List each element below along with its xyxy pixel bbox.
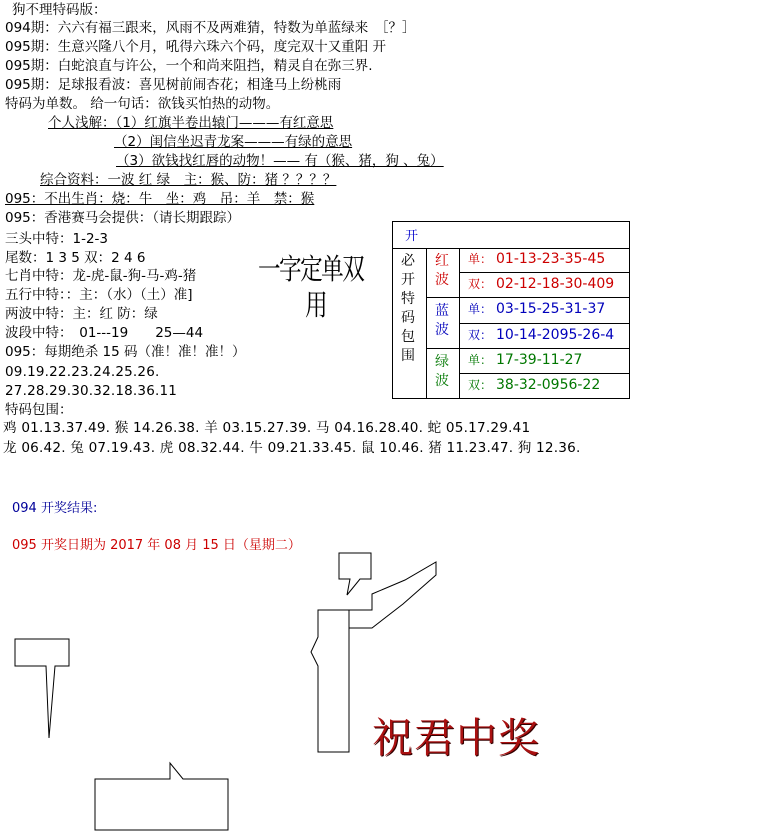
line-interpret-3: （3）欲钱找红唇的动物！—— 有（猴、猪，狗 、兔） — [116, 153, 444, 169]
line-numbers-2: 27.28.29.30.32.18.36.11 — [5, 383, 178, 399]
line-094: 094期：六六有福三跟来，风雨不及两难猜，特数为单蓝绿来 ［？］ — [5, 20, 416, 36]
line-summary: 综合资料：一波 红 绿 主：猴、防：猪 ？？？？ — [40, 172, 337, 188]
line-two-waves: 两波中特：主：红 防：绿 — [5, 306, 158, 322]
row-blue-even-label: 双： — [468, 328, 493, 342]
line-five-elements: 五行中特：：主：（水）（土）准] — [5, 287, 193, 303]
line-wave-range: 波段中特： 01---19 25—44 — [5, 325, 204, 341]
header-title: 狗不理特码版： — [12, 2, 107, 18]
row-green-even-label: 双： — [468, 378, 493, 392]
line-three-heads: 三头中特：1-2-3 — [5, 231, 109, 247]
row-blue-odd-label: 单： — [468, 302, 493, 316]
line-seven-zodiac: 七肖中特：龙-虎-鼠-狗-马-鸡-猪 — [5, 268, 197, 284]
row-red-odd-nums: 01-13-23-35-45 — [496, 251, 606, 267]
line-zodiac-2: 龙 06.42. 兔 07.19.43. 虎 08.32.44. 牛 09.21.33.45. 鼠 10.46. 猪 11.23.47. 狗 12.36. — [3, 440, 581, 456]
row-green-even-nums: 38-32-0956-22 — [496, 377, 601, 393]
line-095-a: 095期：生意兴隆八个月，吼得六珠六个码，度完双十又重阳 开 — [5, 39, 387, 55]
group-red-label: 红波 — [435, 253, 449, 288]
line-hk-jockey: 095：香港赛马会提供：（请长期跟踪） — [5, 210, 241, 226]
group-green-label: 绿波 — [435, 354, 449, 389]
line-interpret-1: 个人浅解：（1）红旗半卷出辕门———有红意思 — [48, 115, 334, 131]
line-kill-15: 095：每期绝杀 15 码（准！准！准！） — [5, 344, 246, 360]
box-open-label: 开 — [405, 229, 419, 244]
row-green-odd-nums: 17-39-11-27 — [496, 352, 583, 368]
next-draw-date: 095 开奖日期为 2017 年 08 月 15 日（星期二） — [12, 538, 301, 553]
blessing-text: 祝君中奖 — [372, 714, 540, 762]
big-slogan-1: 一字定单双 — [258, 252, 364, 286]
line-not-zodiac: 095：不出生肖：烧：牛 坐：鸡 吊：羊 禁：猴 — [5, 191, 315, 207]
line-095-c: 095期：足球报看波：喜见树前闹杏花；相逢马上纷桃雨 — [5, 77, 342, 93]
line-tail-numbers: 尾数：1 3 5 双：2 4 6 — [5, 250, 146, 266]
row-green-odd-label: 单： — [468, 353, 493, 367]
row-blue-odd-nums: 03-15-25-31-37 — [496, 301, 606, 317]
line-dan: 特码为单数。 给一句话：欲钱买怕热的动物。 — [5, 96, 280, 112]
line-interpret-2: （2）闺信坐迟青龙案———有绿的意思 — [114, 134, 353, 150]
row-blue-even-nums: 10-14-2095-26-4 — [496, 327, 615, 343]
row-red-even-label: 双： — [468, 277, 493, 291]
line-zodiac-1: 鸡 01.13.37.49. 猴 14.26.38. 羊 03.15.27.39. 马 04.16.28.40. 蛇 05.17.29.41 — [3, 420, 531, 436]
box-side-title-text: 必开特码包围 — [401, 253, 415, 364]
big-slogan-2: 用 — [305, 288, 328, 322]
line-numbers-1: 09.19.22.23.24.25.26. — [5, 364, 160, 380]
row-red-even-nums: 02-12-18-30-409 — [496, 276, 615, 292]
group-blue-label: 蓝波 — [435, 303, 449, 338]
line-surround-label: 特码包围： — [5, 402, 73, 418]
line-095-b: 095期：白蛇浪直与许公，一个和尚来阻挡，精灵自在弥三界. — [5, 58, 373, 74]
result-label: 094 开奖结果: — [12, 501, 98, 516]
row-red-odd-label: 单： — [468, 252, 493, 266]
